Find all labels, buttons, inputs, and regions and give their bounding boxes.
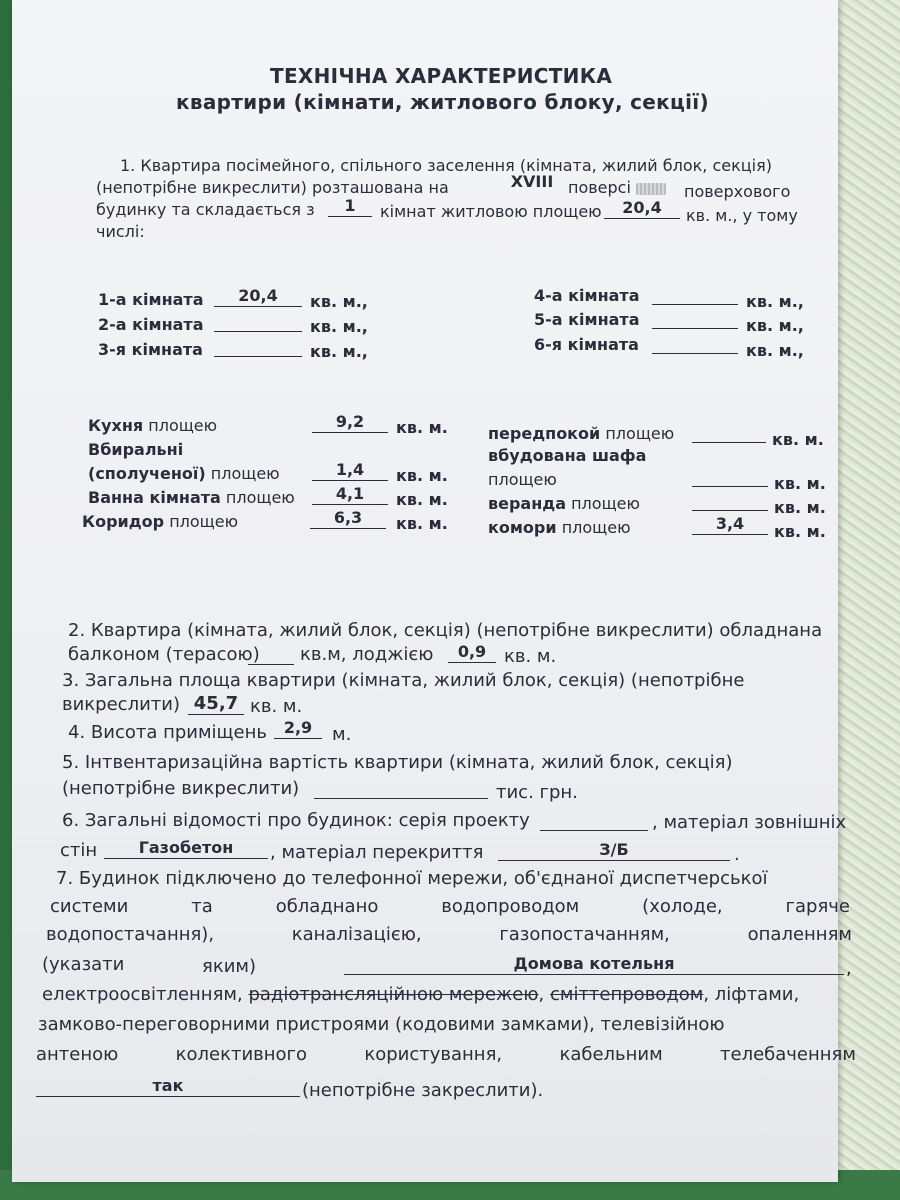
item7-line4a: (указати: [42, 954, 125, 975]
floor-number-field: XVIII: [510, 172, 554, 191]
item1-line1: 1. Квартира посімейного, спільного заселення (кімната, жилий блок, секція): [120, 156, 772, 175]
room-1-field: 20,4: [214, 286, 302, 307]
item7-line7-w2: користування,: [364, 1044, 503, 1065]
corridor-field: 6,3: [310, 508, 386, 529]
corridor-bold: Коридор: [82, 512, 165, 531]
hall-unit: кв. м.: [772, 430, 824, 449]
room-1-unit: кв. м.,: [310, 292, 368, 311]
item7-line8: (непотрібне закреслити).: [302, 1080, 544, 1101]
height-field: 2,9: [274, 718, 322, 739]
room-4-field: [652, 284, 738, 305]
room-5-label: 5-а кімната: [534, 310, 640, 329]
veranda-rest: площею: [571, 494, 640, 513]
item7-line4b: яким): [202, 956, 256, 977]
room-5-field: [652, 308, 738, 329]
room-4-label: 4-а кімната: [534, 286, 640, 305]
room-2-field: [214, 311, 302, 332]
garbage-chute-struck: сміттепроводом: [549, 984, 704, 1005]
storage-field: 3,4: [692, 514, 768, 535]
radio-network-struck: радіотрансляційною мережею: [248, 984, 539, 1005]
room-3-label: 3-я кімната: [98, 340, 203, 359]
item5-line2a: (непотрібне викреслити): [62, 778, 300, 799]
item3-line2b: кв. м.: [250, 696, 303, 717]
hall-label: [488, 424, 674, 443]
item6-line2b: , матеріал перекриття: [270, 842, 484, 863]
item6-line2c: .: [734, 844, 740, 865]
item7-line2: [50, 896, 850, 917]
toilet-label-line2: [88, 464, 280, 483]
total-area-field: 45,7: [188, 694, 244, 715]
item7-line5c: , ліфтами,: [703, 984, 800, 1005]
wardrobe-rest: площею: [488, 470, 557, 489]
veranda-unit: кв. м.: [774, 498, 826, 517]
item4-line-b: м.: [332, 724, 352, 745]
storage-label: [488, 518, 631, 537]
item7-line3: [46, 924, 852, 945]
room-5-unit: кв. м.,: [746, 316, 804, 335]
item6-line2a: стін: [60, 840, 98, 861]
room-3-field: [214, 336, 302, 357]
bath-label: [88, 488, 295, 507]
kitchen-bold: Кухня: [88, 416, 144, 435]
item7-line3-w1: каналізацією,: [291, 924, 422, 945]
room-6-field: [652, 333, 738, 354]
item7-line2-w3: водопроводом: [441, 896, 580, 917]
storage-rest: площею: [561, 518, 631, 537]
item6-line1a: 6. Загальні відомості про будинок: серія проекту: [62, 810, 530, 831]
item4-line-a: 4. Висота приміщень: [68, 722, 267, 743]
item1-line4: числі:: [96, 222, 145, 241]
toilet-label: Вбиральні: [88, 440, 184, 459]
item7-line5b: ,: [538, 984, 545, 1005]
wardrobe-label: вбудована шафа: [488, 446, 647, 465]
item7-line7-w4: телебаченням: [720, 1044, 856, 1065]
item1-line3a: будинку та складається з: [96, 200, 315, 219]
room-6-label: 6-я кімната: [534, 335, 639, 354]
item7-line7: [36, 1044, 856, 1065]
item3-line1: 3. Загальна площа квартири (кімната, жилий блок, секція) (непотрібне: [62, 670, 745, 691]
heating-field: Домова котельня: [344, 954, 844, 975]
item7-line3-w2: газопостачанням,: [499, 924, 670, 945]
storage-bold: комори: [488, 518, 557, 537]
item6-line1b: , матеріал зовнішніх: [652, 812, 847, 833]
item7-line6: замково-переговорними пристроями (кодовими замками), телевізійною: [38, 1014, 725, 1035]
veranda-field: [692, 490, 768, 511]
floor-material-field: З/Б: [498, 840, 730, 861]
item1-line2b: поверсі: [568, 178, 631, 197]
cost-field: [314, 778, 488, 799]
item7-line5a: електроосвітленням,: [42, 984, 243, 1005]
bath-field: 4,1: [312, 484, 388, 505]
item7-line2-w1: та: [191, 896, 213, 917]
redacted-mark: [636, 183, 666, 195]
item7-line2-w2: обладнано: [275, 896, 379, 917]
room-2-label: 2-а кімната: [98, 315, 204, 334]
item1-line3b: кімнат житловою площею: [380, 202, 602, 221]
room-2-unit: кв. м.,: [310, 317, 368, 336]
cable-tv-field: так: [36, 1076, 300, 1097]
toilet-field: 1,4: [312, 460, 388, 481]
storage-unit: кв. м.: [774, 522, 826, 541]
walls-field: Газобетон: [104, 838, 268, 859]
item7-line1: 7. Будинок підключено до телефонної мережи, об'єднаної диспетчерської: [56, 868, 768, 889]
balcony-field: [248, 644, 294, 665]
rooms-count-field: 1: [328, 196, 372, 217]
document-title: ТЕХНІЧНА ХАРАКТЕРИСТИКА: [270, 64, 613, 88]
item2-line2a: балконом (терасою): [68, 644, 260, 665]
veranda-label: [488, 494, 640, 513]
kitchen-field: 9,2: [312, 412, 388, 433]
series-field: [540, 810, 648, 831]
item7-line3-w0: водопостачання),: [46, 924, 215, 945]
item2-line2c: кв. м.: [504, 646, 557, 667]
item7-line2-w4: (холоде,: [642, 896, 723, 917]
item7-line7-w1: колективного: [175, 1044, 308, 1065]
hall-bold: передпокой: [488, 424, 601, 443]
item3-line2a: викреслити): [62, 694, 180, 715]
wardrobe-unit: кв. м.: [774, 474, 826, 493]
hall-rest: площею: [605, 424, 675, 443]
bath-unit: кв. м.: [396, 490, 448, 509]
loggia-field: 0,9: [448, 642, 496, 663]
hall-field: [692, 422, 766, 443]
item7-line4c: ,: [846, 958, 852, 979]
item1-line3c: кв. м., у тому: [686, 206, 798, 225]
document-page: [12, 0, 856, 1182]
item2-line1: 2. Квартира (кімната, жилий блок, секція) (непотрібне викреслити) обладнана: [68, 620, 823, 641]
room-4-unit: кв. м.,: [746, 292, 804, 311]
toilet-unit: кв. м.: [396, 466, 448, 485]
room-6-unit: кв. м.,: [746, 341, 804, 360]
corridor-unit: кв. м.: [396, 514, 448, 533]
room-1-label: 1-а кімната: [98, 290, 204, 309]
kitchen-rest: площею: [148, 416, 218, 435]
item5-line1: 5. Інтвентаризаційна вартість квартири (кімната, жилий блок, секція): [62, 752, 733, 773]
corridor-rest: площею: [169, 512, 239, 531]
document-subtitle: квартири (кімнати, житлового блоку, секції): [176, 90, 709, 114]
toilet-rest: площею: [210, 464, 280, 483]
item5-line2b: тис. грн.: [496, 782, 578, 803]
item1-line2a: (непотрібне викреслити) розташована на: [96, 178, 449, 197]
wardrobe-field: [692, 466, 768, 487]
item7-line2-w0: системи: [50, 896, 129, 917]
item7-line7-w0: антеною: [36, 1044, 119, 1065]
living-area-field: 20,4: [604, 198, 680, 219]
corridor-label: [82, 512, 238, 531]
room-3-unit: кв. м.,: [310, 342, 368, 361]
item7-line3-w3: опаленням: [747, 924, 852, 945]
kitchen-label: [88, 416, 217, 435]
item7-line7-w3: кабельним: [559, 1044, 663, 1065]
item7-line5: [42, 984, 799, 1005]
kitchen-unit: кв. м.: [396, 418, 448, 437]
toilet-bold: (сполученої): [88, 464, 206, 483]
item2-line2b: кв.м, лоджією: [300, 644, 434, 665]
veranda-bold: веранда: [488, 494, 566, 513]
item7-line2-w5: гаряче: [785, 896, 850, 917]
bath-bold: Ванна кімната: [88, 488, 221, 507]
bath-rest: площею: [225, 488, 295, 507]
item1-line2c: поверхового: [684, 182, 791, 201]
